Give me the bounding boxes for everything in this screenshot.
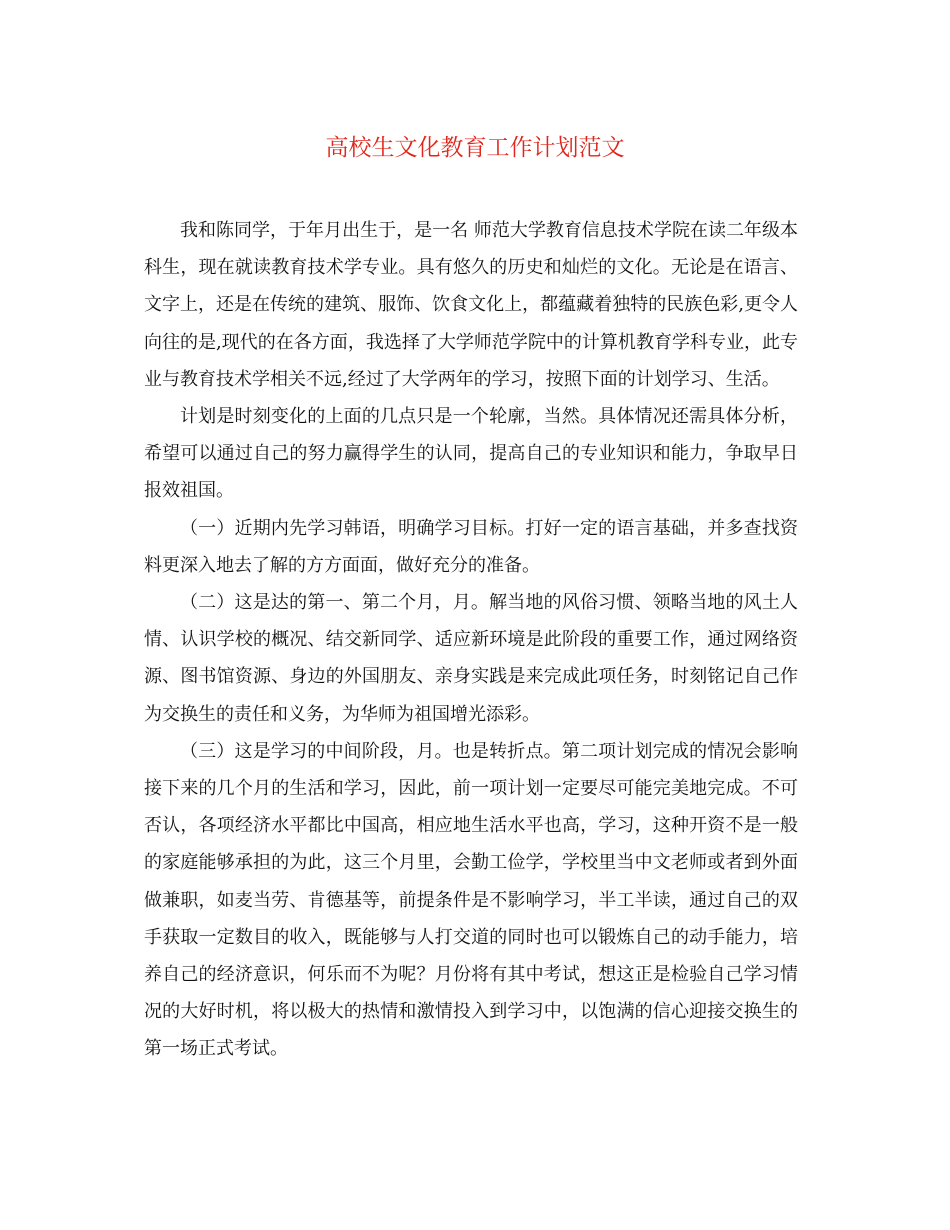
paragraph-item-1: （一）近期内先学习韩语，明确学习目标。打好一定的语言基础，并多查找资料更深入地去了解的方方面面，做好充分的准备。 bbox=[144, 517, 798, 576]
paragraph-intro: 我和陈同学，于年月出生于，是一名 师范大学教育信息技术学院在读二年级本科生，现在就读教育技术学专业。具有悠久的历史和灿烂的文化。无论是在语言、文字上，还是在传统的建筑、服饰、饮食文化上，都蕴藏着独特的民族色彩,更令人向往的是,现代的在各方面，我选择了大学师范学院中的计算机教育学科专业，此专业与教育技术学相关不远,经过了大学两年的学习，按照下面的计划学习、生活。 bbox=[144, 220, 798, 390]
paragraph-item-3: （三）这是学习的中间阶段，月。也是转折点。第二项计划完成的情况会影响接下来的几个月的生活和学习，因此，前一项计划一定要尽可能完美地完成。不可否认，各项经济水平都比中国高，相应地生活水平也高，学习，这种开资不是一般的家庭能够承担的为此，这三个月里，会勤工俭学，学校里当中文老师或者到外面做兼职，如麦当劳、肯德基等，前提条件是不影响学习，半工半读，通过自己的双手获取一定数目的收入，既能够与人打交道的同时也可以锻炼自己的动手能力，培养自己的经济意识，何乐而不为呢？月份将有其中考试，想这正是检验自己学习情况的大好时机，将以极大的热情和激情投入到学习中，以饱满的信心迎接交换生的第一场正式考试。 bbox=[144, 740, 798, 1060]
document-body bbox=[144, 212, 798, 1068]
paragraph-plan-overview: 计划是时刻变化的上面的几点只是一个轮廓，当然。具体情况还需具体分析，希望可以通过自己的努力赢得学生的认同，提高自己的专业知识和能力，争取早日报效祖国。 bbox=[144, 406, 798, 502]
paragraph-item-2: （二）这是达的第一、第二个月，月。解当地的风俗习惯、领略当地的风土人情、认识学校的概况、结交新同学、适应新环境是此阶段的重要工作，通过网络资源、图书馆资源、身边的外国朋友、亲身实践是来完成此项任务，时刻铭记自己作为交换生的责任和义务，为华师为祖国增光添彩。 bbox=[144, 592, 798, 725]
document-title: 高校生文化教育工作计划范文 bbox=[325, 135, 625, 161]
